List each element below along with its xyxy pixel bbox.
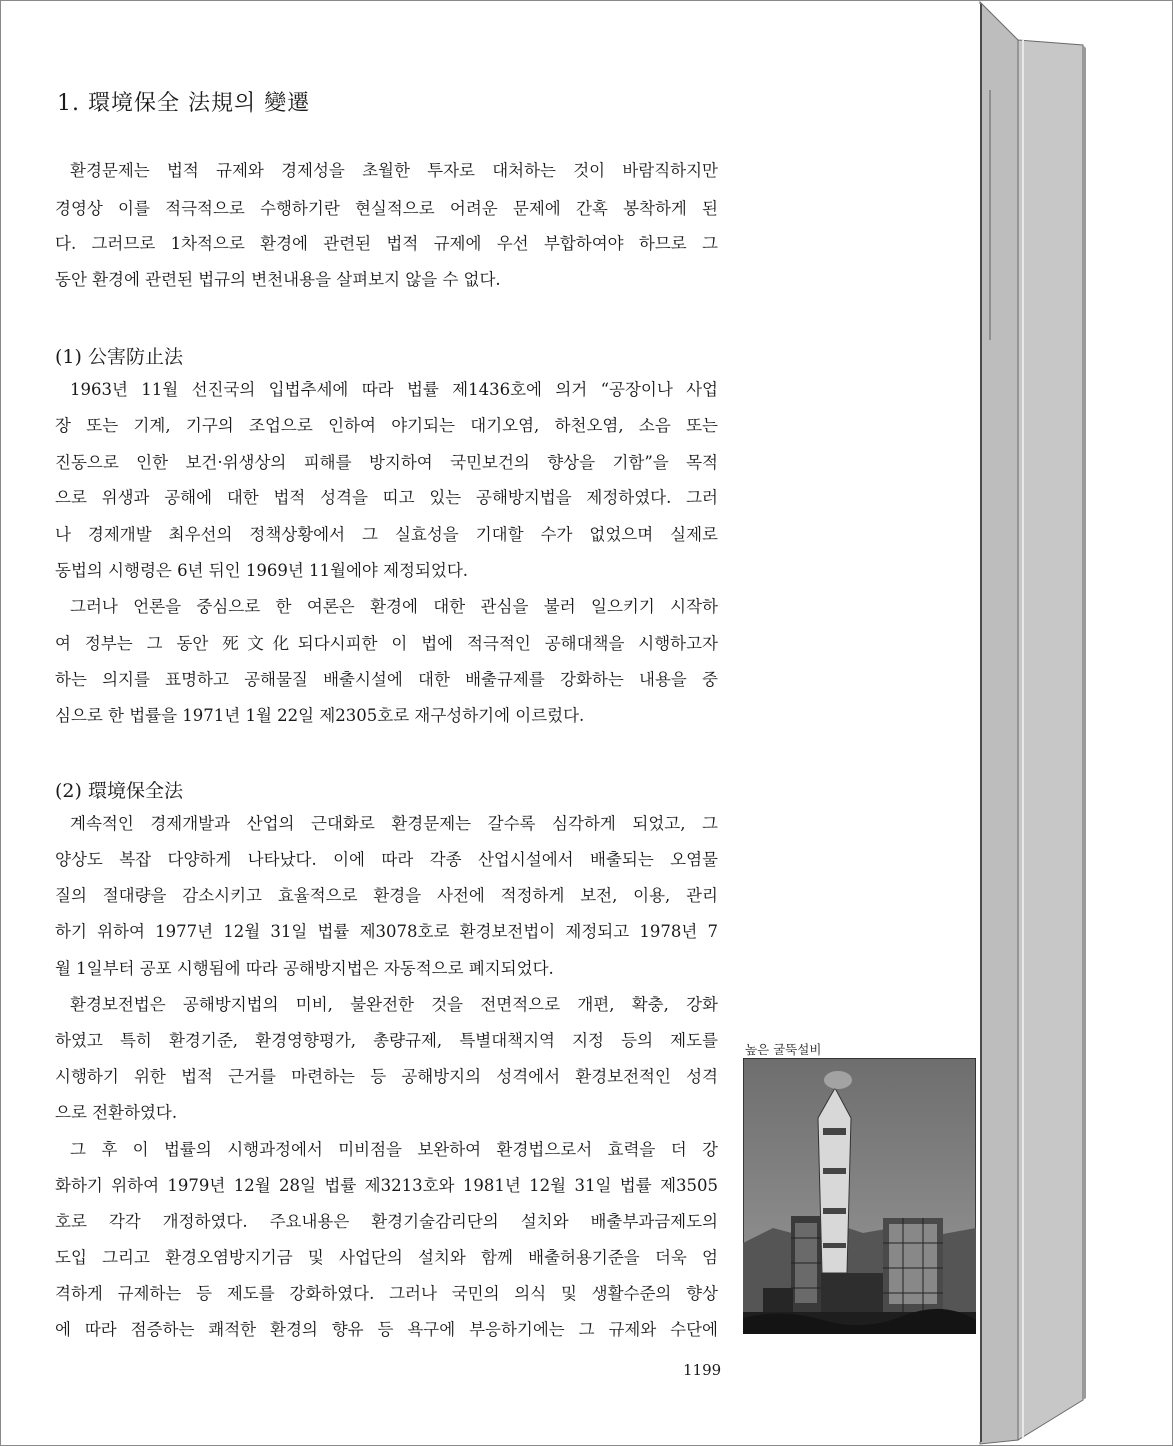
text-line: 하는 의지를 표명하고 공해물질 배출시설에 대한 배출규제를 강화하는 내용을 중 bbox=[55, 670, 718, 689]
text-line: 다. 그러므로 1차적으로 환경에 관련된 법적 규제에 우선 부합하여야 하므로 그 bbox=[55, 234, 718, 253]
text-line: 으로 전환하였다. bbox=[55, 1103, 178, 1122]
text-line: 하였고 특히 환경기준, 환경영향평가, 총량규제, 특별대책지역 지정 등의 제도를 bbox=[55, 1031, 718, 1050]
text-line: 여 정부는 그 동안 死文化되다시피한 이 법에 적극적인 공해대책을 시행하고자 bbox=[55, 634, 718, 653]
text-line: 1963년 11월 선진국의 입법추세에 따라 법률 제1436호에 의거 “공장이나 사업 bbox=[70, 380, 718, 399]
text-line: 동법의 시행령은 6년 뒤인 1969년 11월에야 제정되었다. bbox=[55, 561, 469, 580]
text-line: 나 경제개발 최우선의 정책상황에서 그 실효성을 기대할 수가 없었으며 실제로 bbox=[55, 525, 718, 544]
text-line: 격하게 규제하는 등 제도를 강화하였다. 그러나 국민의 의식 및 생활수준의 향상 bbox=[55, 1284, 718, 1303]
text-line: 심으로 한 법률을 1971년 1월 22일 제2305호로 재구성하기에 이르렀다. bbox=[55, 706, 585, 725]
text-line: 에 따라 점증하는 쾌적한 환경의 향유 등 욕구에 부응하기에는 그 규제와 수단에 bbox=[55, 1320, 718, 1339]
subsection-title-environmental-preservation-act: (2) 環境保全法 bbox=[55, 780, 183, 802]
text-line: 환경문제는 법적 규제와 경제성을 초월한 투자로 대처하는 것이 바람직하지만 bbox=[70, 161, 718, 180]
text-line: 환경보전법은 공해방지법의 미비, 불완전한 것을 전면적으로 개편, 확충, 강화 bbox=[70, 995, 718, 1014]
text-line: 월 1일부터 공포 시행됨에 따라 공해방지법은 자동적으로 폐지되었다. bbox=[55, 959, 554, 978]
text-line: 도입 그리고 환경오염방지기금 및 사업단의 설치와 함께 배출허용기준을 더욱 엄 bbox=[55, 1248, 718, 1267]
text-line: 동안 환경에 관련된 법규의 변천내용을 살펴보지 않을 수 없다. bbox=[55, 270, 501, 289]
subsection-title-pollution-prevention-act: (1) 公害防止法 bbox=[55, 346, 183, 368]
text-line: 질의 절대량을 감소시키고 효율적으로 환경을 사전에 적정하게 보전, 이용, 관리 bbox=[55, 886, 718, 905]
page-number: 1199 bbox=[683, 1361, 722, 1379]
text-line: 진동으로 인한 보건·위생상의 피해를 방지하여 국민보건의 향상을 기함”을 목적 bbox=[55, 453, 718, 472]
text-line: 호로 각각 개정하였다. 주요내용은 환경기술감리단의 설치와 배출부과금제도의 bbox=[55, 1212, 718, 1231]
section-title: 1. 環境保全 法規의 變遷 bbox=[57, 91, 311, 116]
text-line: 양상도 복잡 다양하게 나타났다. 이에 따라 각종 산업시설에서 배출되는 오염물 bbox=[55, 850, 718, 869]
text-line: 계속적인 경제개발과 산업의 근대화로 환경문제는 갈수록 심각하게 되었고, 그 bbox=[70, 814, 718, 833]
text-line: 그러나 언론을 중심으로 한 여론은 환경에 대한 관심을 불러 일으키기 시작하 bbox=[70, 597, 718, 616]
text-line: 시행하기 위한 법적 근거를 마련하는 등 공해방지의 성격에서 환경보전적인 성격 bbox=[55, 1067, 718, 1086]
text-line: 장 또는 기계, 기구의 조업으로 인하여 야기되는 대기오염, 하천오염, 소음 또는 bbox=[55, 416, 718, 435]
photo-caption: 높은 굴뚝설비 bbox=[745, 1042, 822, 1057]
text-line: 하기 위하여 1977년 12월 31일 법률 제3078호로 환경보전법이 제정되고 1978년 7 bbox=[55, 922, 718, 941]
text-line: 화하기 위하여 1979년 12월 28일 법률 제3213호와 1981년 12월 31일 법률 제3505 bbox=[55, 1176, 718, 1195]
text-line: 으로 위생과 공해에 대한 법적 성격을 띠고 있는 공해방지법을 제정하였다. 그러 bbox=[55, 488, 718, 507]
text-line: 경영상 이를 적극적으로 수행하기란 현실적으로 어려운 문제에 간혹 봉착하게 된 bbox=[55, 199, 718, 218]
text-line: 그 후 이 법률의 시행과정에서 미비점을 보완하여 환경법으로서 효력을 더 강 bbox=[70, 1140, 718, 1159]
